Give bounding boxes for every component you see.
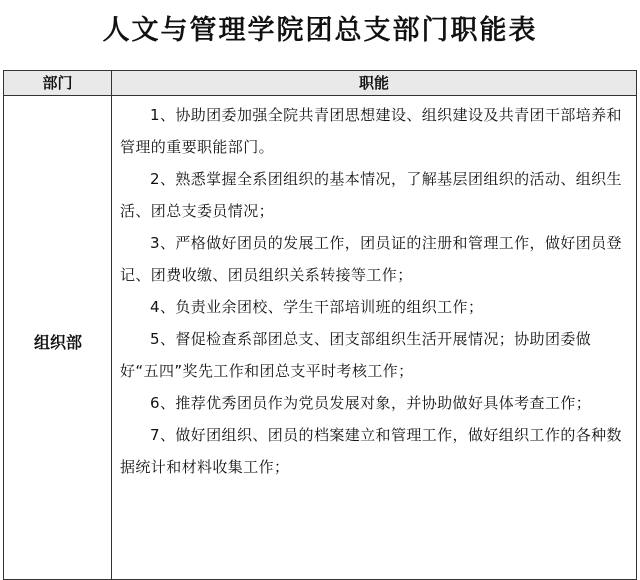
dept-name: 组织部 [33,333,82,352]
function-item-4: 4、负责业余团校、学生干部培训班的组织工作； [150,298,484,316]
function-item-3: 3、严格做好团员的发展工作，团员证的注册和管理工作，做好团员登记、团费收缴、团员组织关系转接等工作； [120,234,622,284]
function-cell [112,96,636,579]
dept-cell [4,96,112,579]
header-dept: 部门 [4,71,112,96]
function-item-5: 5、督促检查系部团总支、团支部组织生活开展情况；协助团委做好“五四”奖先工作和团总支平时考核工作； [120,330,592,380]
function-item-1: 1、协助团委加强全院共青团思想建设、组织建设及共青团干部培养和管理的重要职能部门。 [120,106,622,156]
function-item-2: 2、熟悉掌握全系团组织的基本情况，了解基层团组织的活动、组织生活、团总支委员情况； [120,170,622,220]
table-header-row [4,71,636,96]
function-item-7: 7、做好团组织、团员的档案建立和管理工作，做好组织工作的各种数据统计和材料收集工作； [120,426,622,476]
function-item-6: 6、推荐优秀团员作为党员发展对象，并协助做好具体考查工作； [150,394,592,412]
header-function: 职能 [358,74,389,92]
document-title: 人文与管理学院团总支部门职能表 [102,15,538,46]
functions-table [3,70,637,580]
